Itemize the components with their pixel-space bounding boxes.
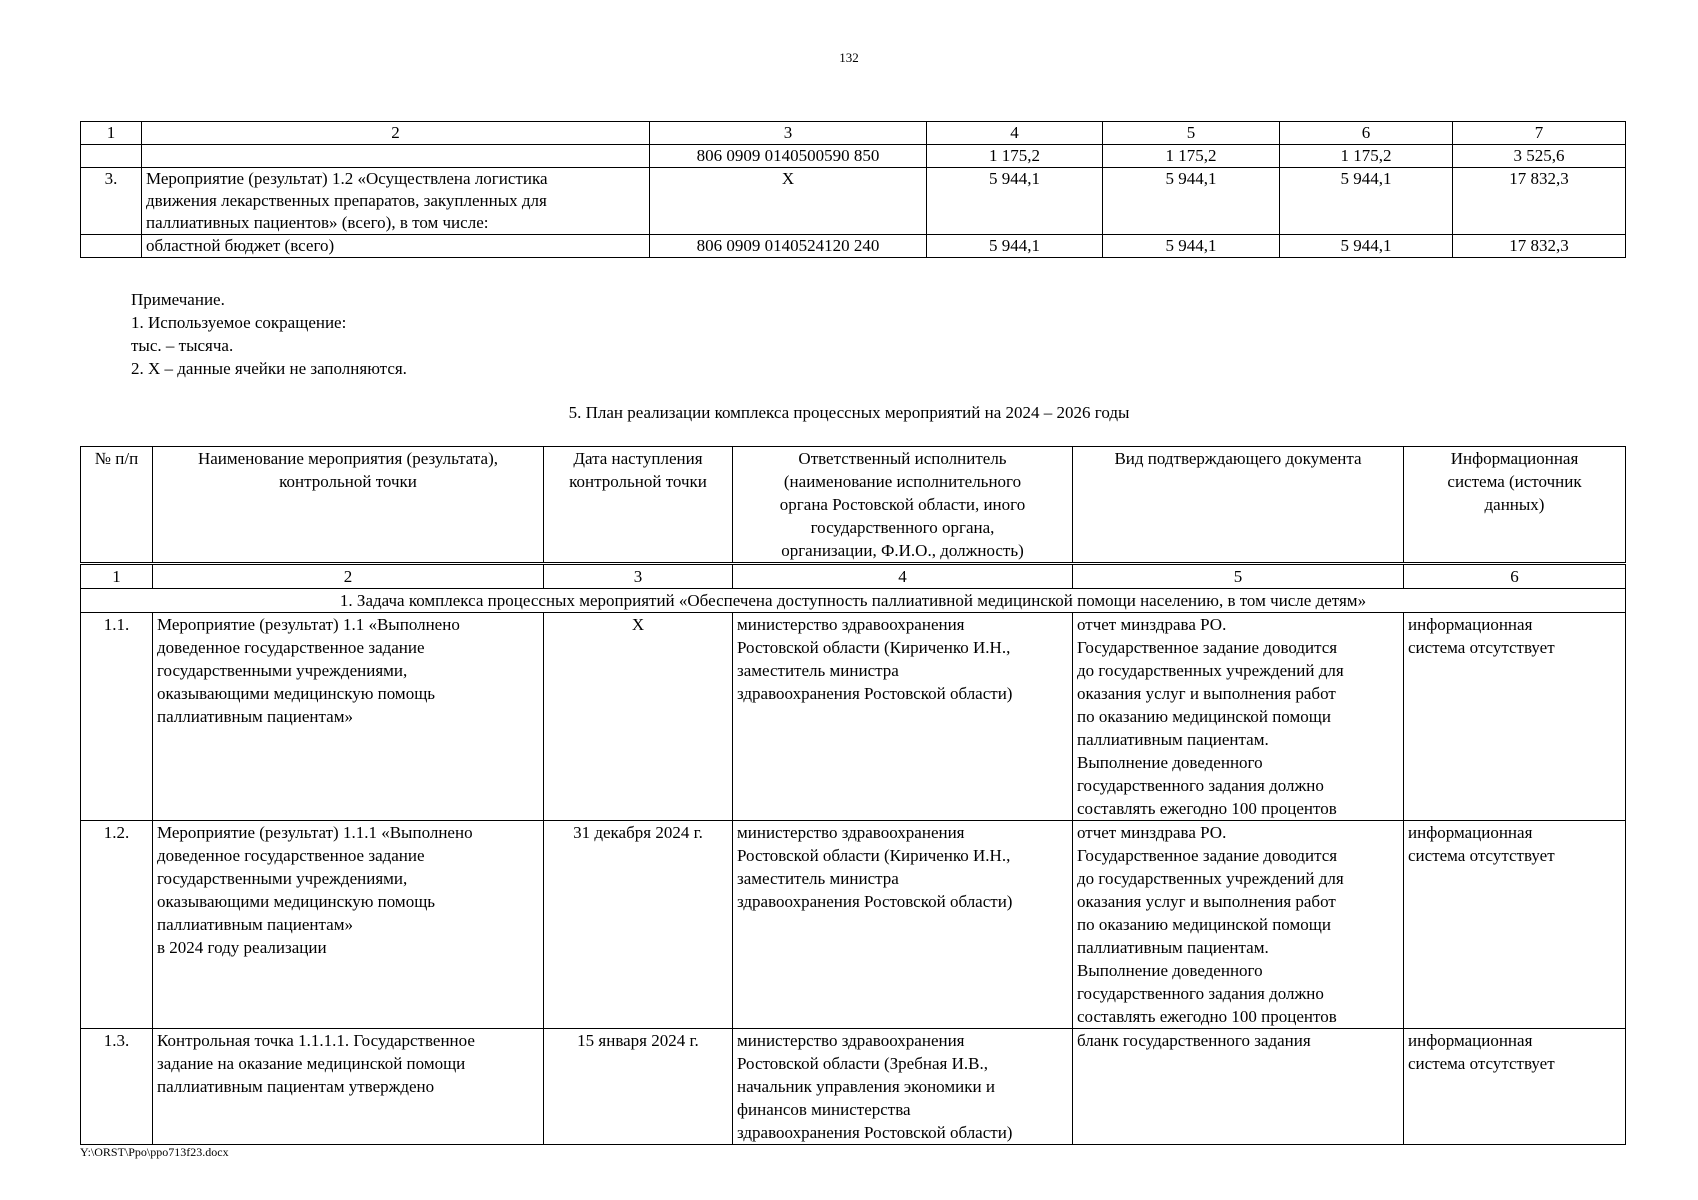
row-document <box>1073 821 1404 1029</box>
header-cell <box>544 447 733 564</box>
row-name-line: паллиативным пациентам» <box>157 707 353 726</box>
executor-line: Ростовской области (Зребная И.В., <box>737 1054 988 1073</box>
column-number: 2 <box>153 564 544 589</box>
column-number: 3 <box>650 122 927 145</box>
executor-line: министерство здравоохранения <box>737 1031 965 1050</box>
row-date: 31 декабря 2024 г. <box>544 821 733 1029</box>
row-system <box>1404 1029 1626 1145</box>
table-row <box>81 168 1626 235</box>
row-name <box>142 168 650 235</box>
value-2025: 1 175,2 <box>1103 145 1280 168</box>
column-number: 5 <box>1073 564 1404 589</box>
value-total: 17 832,3 <box>1453 168 1626 235</box>
executor-line: здравоохранения Ростовской области) <box>737 1123 1013 1142</box>
header-cell <box>1404 447 1626 564</box>
row-name-line: Контрольная точка 1.1.1.1. Государственное <box>157 1031 475 1050</box>
header-line: № п/п <box>94 449 139 468</box>
row-system <box>1404 613 1626 821</box>
row-date: 15 января 2024 г. <box>544 1029 733 1145</box>
header-line: Информационная <box>1450 449 1579 468</box>
notes-line: 1. Используемое сокращение: <box>131 313 347 332</box>
row-date: X <box>544 613 733 821</box>
plan-table <box>80 446 1626 1145</box>
executor-line: Ростовской области (Кириченко И.Н., <box>737 846 1011 865</box>
document-line: государственного задания должно <box>1077 984 1324 1003</box>
column-number: 1 <box>81 122 142 145</box>
header-line: органа Ростовской области, иного <box>779 495 1026 514</box>
column-number: 6 <box>1280 122 1453 145</box>
executor-line: заместитель министра <box>737 869 899 888</box>
column-number: 4 <box>927 122 1103 145</box>
value-2024: 5 944,1 <box>927 235 1103 258</box>
column-number: 4 <box>733 564 1073 589</box>
document-line: до государственных учреждений для <box>1077 869 1344 888</box>
executor-line: здравоохранения Ростовской области) <box>737 892 1013 911</box>
document-line: бланк государственного задания <box>1077 1031 1311 1050</box>
file-path: Y:\ORST\Ppo\ppo713f23.docx <box>80 1145 229 1159</box>
row-number: 3. <box>81 168 142 235</box>
row-name <box>153 613 544 821</box>
task-row <box>81 589 1626 613</box>
budget-code: 806 0909 0140524120 240 <box>650 235 927 258</box>
header-cell <box>81 447 153 564</box>
header-line: Ответственный исполнитель <box>798 449 1007 468</box>
header-line: контрольной точки <box>279 472 417 491</box>
row-name-line: доведенное государственное задание <box>157 638 425 657</box>
row-name-line: задание на оказание медицинской помощи <box>157 1054 466 1073</box>
document-line: оказания услуг и выполнения работ <box>1077 892 1336 911</box>
row-executor <box>733 1029 1073 1145</box>
row-system <box>1404 821 1626 1029</box>
budget-column-numbers-row <box>81 122 1626 145</box>
row-number: 1.3. <box>81 1029 153 1145</box>
header-line: организации, Ф.И.О., должность) <box>781 541 1024 560</box>
value-2025: 5 944,1 <box>1103 168 1280 235</box>
header-line: данных) <box>1484 495 1545 514</box>
document-line: паллиативным пациентам. <box>1077 730 1269 749</box>
header-cell <box>733 447 1073 564</box>
row-name-line: Мероприятие (результат) 1.1 «Выполнено <box>157 615 460 634</box>
budget-code: 806 0909 0140500590 850 <box>650 145 927 168</box>
executor-line: Ростовской области (Кириченко И.Н., <box>737 638 1011 657</box>
budget-table <box>80 121 1626 258</box>
value-2026: 5 944,1 <box>1280 235 1453 258</box>
document-line: составлять ежегодно 100 процентов <box>1077 1007 1337 1026</box>
table-row <box>81 613 1626 821</box>
value-2025: 5 944,1 <box>1103 235 1280 258</box>
header-line: Вид подтверждающего документа <box>1114 449 1362 468</box>
row-name-line: государственными учреждениями, <box>157 869 408 888</box>
table-row <box>81 235 1626 258</box>
executor-line: заместитель министра <box>737 661 899 680</box>
system-line: информационная <box>1408 615 1533 634</box>
plan-title: 5. План реализации комплекса процессных мероприятий на 2024 – 2026 годы <box>568 403 1130 422</box>
notes-line: 2. X – данные ячейки не заполняются. <box>131 359 407 378</box>
row-document <box>1073 613 1404 821</box>
row-name <box>153 1029 544 1145</box>
document-line: Выполнение доведенного <box>1077 961 1263 980</box>
document-line: отчет минздрава РО. <box>1077 823 1227 842</box>
row-executor <box>733 613 1073 821</box>
value-total: 17 832,3 <box>1453 235 1626 258</box>
header-cell <box>153 447 544 564</box>
row-executor <box>733 821 1073 1029</box>
task-title: 1. Задача комплекса процессных мероприятий «Обеспечена доступность паллиативной медицинской помощи населению, в том числе детям» <box>81 589 1626 613</box>
header-line: система (источник <box>1447 472 1582 491</box>
document-line: Государственное задание доводится <box>1077 638 1338 657</box>
system-line: система отсутствует <box>1408 1054 1555 1073</box>
row-number <box>81 145 142 168</box>
value-total: 3 525,6 <box>1453 145 1626 168</box>
row-name-line: Мероприятие (результат) 1.2 «Осуществлена логистика <box>146 169 548 188</box>
executor-line: начальник управления экономики и <box>737 1077 995 1096</box>
executor-line: здравоохранения Ростовской области) <box>737 684 1013 703</box>
executor-line: министерство здравоохранения <box>737 615 965 634</box>
column-number: 5 <box>1103 122 1280 145</box>
row-name: областной бюджет (всего) <box>142 235 650 258</box>
column-number: 6 <box>1404 564 1626 589</box>
document-line: до государственных учреждений для <box>1077 661 1344 680</box>
notes-heading: Примечание. <box>131 290 225 309</box>
table-row <box>81 821 1626 1029</box>
row-number <box>81 235 142 258</box>
row-name-line: оказывающими медицинскую помощь <box>157 684 436 703</box>
header-cell <box>1073 447 1404 564</box>
column-number: 2 <box>142 122 650 145</box>
row-name-line: паллиативным пациентам утверждено <box>157 1077 435 1096</box>
document-line: составлять ежегодно 100 процентов <box>1077 799 1337 818</box>
document-line: государственного задания должно <box>1077 776 1324 795</box>
row-name <box>142 145 650 168</box>
system-line: информационная <box>1408 823 1533 842</box>
row-name-line: движения лекарственных препаратов, закупленных для <box>146 191 547 210</box>
header-line: (наименование исполнительного <box>783 472 1022 491</box>
system-line: система отсутствует <box>1408 846 1555 865</box>
notes-line: тыс. – тысяча. <box>131 336 234 355</box>
page-number: 132 <box>839 50 859 65</box>
value-2024: 5 944,1 <box>927 168 1103 235</box>
system-line: информационная <box>1408 1031 1533 1050</box>
document-line: паллиативным пациентам. <box>1077 938 1269 957</box>
executor-line: министерство здравоохранения <box>737 823 965 842</box>
notes <box>131 288 407 380</box>
header-line: государственного органа, <box>810 518 995 537</box>
value-2026: 1 175,2 <box>1280 145 1453 168</box>
column-number: 7 <box>1453 122 1626 145</box>
row-name-line: в 2024 году реализации <box>157 938 327 957</box>
row-name-line: Мероприятие (результат) 1.1.1 «Выполнено <box>157 823 473 842</box>
system-line: система отсутствует <box>1408 638 1555 657</box>
row-name-line: паллиативных пациентов» (всего), в том числе: <box>146 213 489 232</box>
document-line: Выполнение доведенного <box>1077 753 1263 772</box>
row-number: 1.2. <box>81 821 153 1029</box>
document-line: по оказанию медицинской помощи <box>1077 915 1331 934</box>
row-number: 1.1. <box>81 613 153 821</box>
plan-column-numbers-row <box>81 564 1626 589</box>
row-name-line: доведенное государственное задание <box>157 846 425 865</box>
value-2024: 1 175,2 <box>927 145 1103 168</box>
document-line: Государственное задание доводится <box>1077 846 1338 865</box>
row-name-line: государственными учреждениями, <box>157 661 408 680</box>
plan-header-row <box>81 447 1626 564</box>
header-line: контрольной точки <box>569 472 707 491</box>
row-document <box>1073 1029 1404 1145</box>
row-name-line: оказывающими медицинскую помощь <box>157 892 436 911</box>
budget-code: X <box>650 168 927 235</box>
value-2026: 5 944,1 <box>1280 168 1453 235</box>
document-line: отчет минздрава РО. <box>1077 615 1227 634</box>
header-line: Дата наступления <box>573 449 703 468</box>
column-number: 1 <box>81 564 153 589</box>
row-name-line: паллиативным пациентам» <box>157 915 353 934</box>
document-line: оказания услуг и выполнения работ <box>1077 684 1336 703</box>
table-row <box>81 1029 1626 1145</box>
column-number: 3 <box>544 564 733 589</box>
row-name <box>153 821 544 1029</box>
executor-line: финансов министерства <box>737 1100 911 1119</box>
header-line: Наименование мероприятия (результата), <box>197 449 499 468</box>
document-line: по оказанию медицинской помощи <box>1077 707 1331 726</box>
table-row <box>81 145 1626 168</box>
